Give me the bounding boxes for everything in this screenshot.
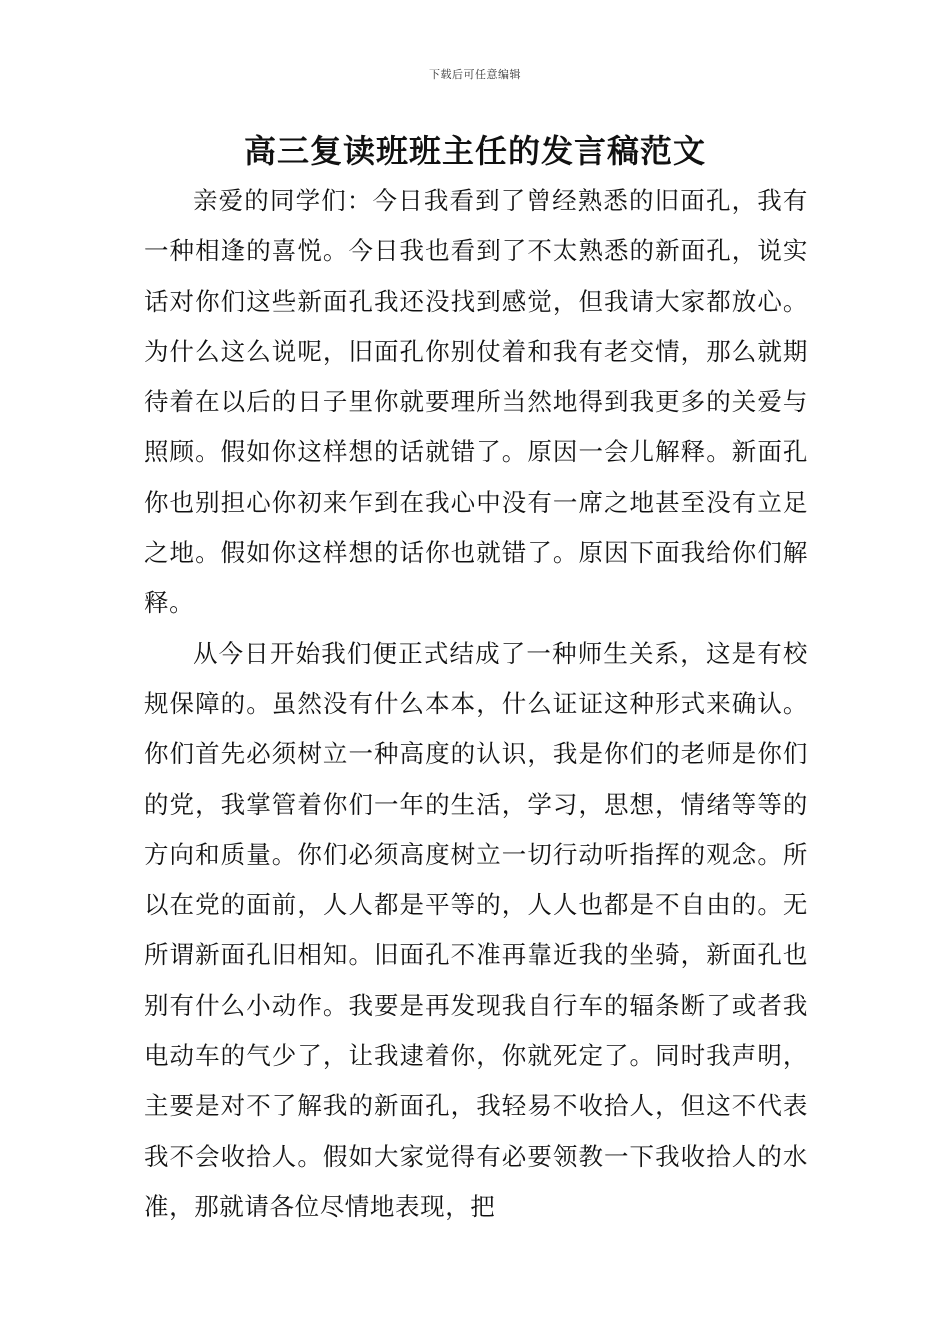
body-paragraph-2: 从今日开始我们便正式结成了一种师生关系，这是有校规保障的。虽然没有什么本本，什么证证这种形式来确认。你们首先必须树立一种高度的认识，我是你们的老师是你们的党，我掌管着你们一年的生活，学习，思想，情绪等等的方向和质量。你们必须高度树立一切行动听指挥的观念。所以在党的面前，人人都是平等的，人人也都是不自由的。无所谓新面孔旧相知。旧面孔不准再靠近我的坐骑，新面孔也别有什么小动作。我要是再发现我自行车的辐条断了或者我电动车的气少了，让我逮着你，你就死定了。同时我声明，主要是对不了解我的新面孔，我轻易不收拾人，但这不代表我不会收拾人。假如大家觉得有必要领教一下我收拾人的水准，那就请各位尽情地表现，把 [144,638,808,1221]
document-title: 高三复读班班主任的发言稿范文 [243,132,706,170]
page-header-note: 下载后可任意编辑 [429,68,521,81]
document-body [144,176,808,1232]
body-paragraph-1: 亲爱的同学们：今日我看到了曾经熟悉的旧面孔，我有一种相逢的喜悦。今日我也看到了不太熟悉的新面孔，说实话对你们这些新面孔我还没找到感觉，但我请大家都放心。为什么这么说呢，旧面孔你别仗着和我有老交情，那么就期待着在以后的日子里你就要理所当然地得到我更多的关爱与照顾。假如你这样想的话就错了。原因一会儿解释。新面孔你也别担心你初来乍到在我心中没有一席之地甚至没有立足之地。假如你这样想的话你也就错了。原因下面我给你们解释。 [144,186,808,618]
